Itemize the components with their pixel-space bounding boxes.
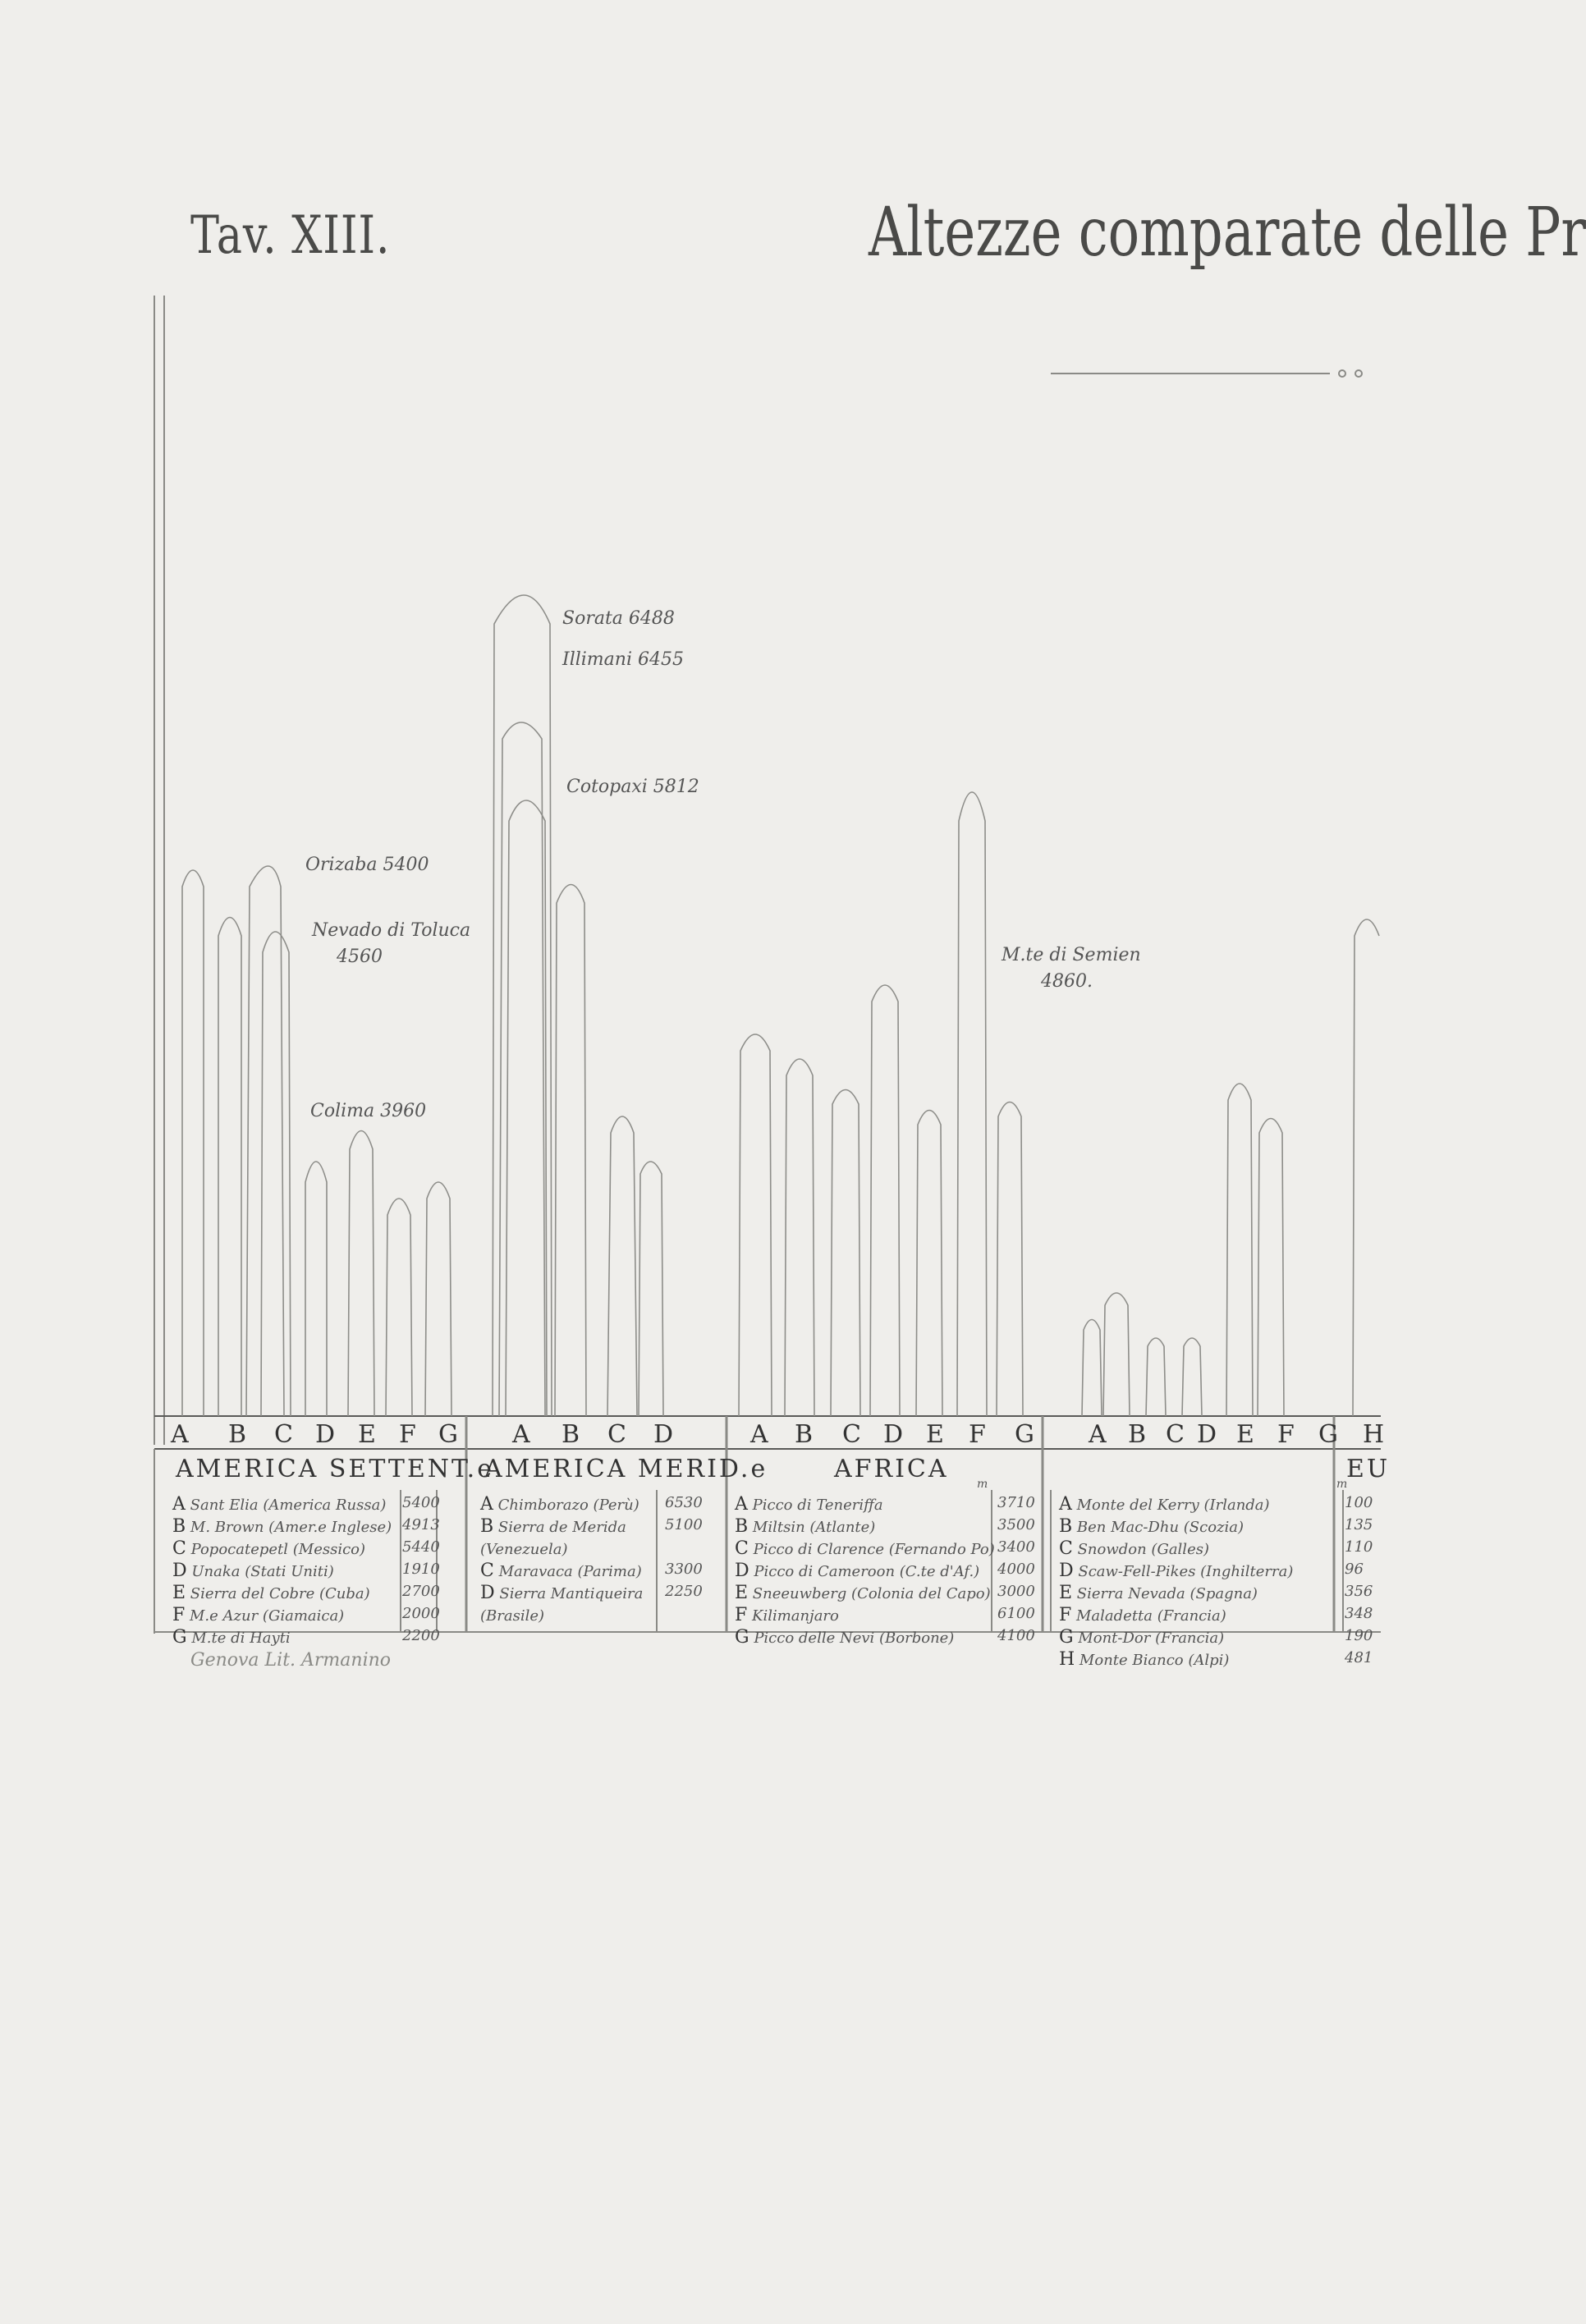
legend-row-key: G	[735, 1627, 749, 1648]
peak-letters	[170, 1420, 1384, 1449]
legend-row-name: Monte del Kerry (Irlanda)	[1076, 1497, 1270, 1514]
legend-row-name: Sneeuwberg (Colonia del Capo)	[752, 1585, 991, 1602]
legend-row-value: 356	[1345, 1583, 1373, 1600]
peak-letter: A	[750, 1420, 768, 1449]
legend-row-name: Picco di Cameroon (C.te d'Af.)	[754, 1563, 980, 1580]
legend-row-name: Picco di Clarence (Fernando Po)	[753, 1541, 995, 1558]
region-heading: AMERICA MERID.e	[484, 1455, 768, 1483]
legend-row-name: M.e Azur (Giamaica)	[190, 1607, 345, 1625]
peak-outline	[997, 1102, 1023, 1417]
peak-letter: C	[842, 1420, 861, 1449]
peak-letter: D	[315, 1420, 336, 1449]
legend-row-name: Scaw-Fell-Pikes (Inghilterra)	[1078, 1563, 1294, 1580]
legend-row-value: 4000	[997, 1561, 1035, 1578]
legend-row-key: A	[1059, 1494, 1072, 1515]
legend-row-name: Sierra Mantiqueira	[499, 1585, 644, 1602]
legend-row-key: B	[480, 1516, 494, 1537]
peak-outline	[785, 1059, 814, 1416]
legend-row-value: 348	[1345, 1605, 1373, 1622]
legend-row-key: H	[1059, 1649, 1075, 1670]
rule-ornament	[1355, 370, 1362, 377]
legend-row-value: 2250	[665, 1583, 703, 1600]
peak-outline	[870, 985, 900, 1416]
peak-letter: C	[1166, 1420, 1185, 1449]
peak-label: M.te di Semien	[1002, 945, 1141, 965]
peak-label: Sorata 6488	[562, 608, 675, 629]
legend-row-name: Kilimanjaro	[752, 1607, 839, 1625]
peak-letter: A	[512, 1420, 530, 1449]
legend-row-key: C	[735, 1538, 749, 1559]
peak-letter: F	[969, 1420, 986, 1449]
legend-row-key: D	[480, 1583, 495, 1603]
region-heading: EU	[1346, 1455, 1391, 1483]
peak-letter: E	[1236, 1420, 1254, 1449]
legend-row-key: F	[172, 1605, 186, 1625]
peak-label: Orizaba 5400	[305, 855, 429, 875]
legend-row	[480, 1605, 544, 1625]
legend-row-name: Maravaca (Parima)	[498, 1563, 642, 1580]
legend-row-key: D	[172, 1561, 187, 1581]
legend-row-name: Mont-Dor (Francia)	[1078, 1630, 1225, 1647]
legend-row-key: B	[1059, 1516, 1073, 1537]
legend-row-key: C	[172, 1538, 186, 1559]
legend-row-value: 190	[1345, 1627, 1373, 1644]
legend-row	[172, 1538, 365, 1559]
legend-row-name: Sierra Nevada (Spagna)	[1076, 1585, 1258, 1602]
peak-outline	[555, 885, 586, 1417]
legend-row-value: 3710	[997, 1494, 1035, 1511]
legend-row-key: F	[735, 1605, 748, 1625]
legend-row-key: E	[172, 1583, 186, 1603]
peak-letter: H	[1363, 1420, 1385, 1449]
legend-row-value: 1910	[402, 1561, 440, 1578]
legend-row-key: B	[172, 1516, 186, 1537]
peak-label: Nevado di Toluca	[312, 920, 471, 941]
legend-row-key: F	[1059, 1605, 1072, 1625]
peak-outline	[246, 866, 284, 1416]
legend-row	[172, 1516, 392, 1537]
peak-outline	[1146, 1338, 1166, 1416]
legend-row-key: G	[1059, 1627, 1074, 1648]
peak-outline	[386, 1199, 412, 1416]
legend-row-key: B	[735, 1516, 749, 1537]
legend-row	[480, 1494, 639, 1515]
peak-label: 4860.	[1041, 971, 1093, 992]
peak-outline	[1353, 919, 1379, 1416]
legend-row-key: C	[480, 1561, 494, 1581]
peak-profiles	[182, 595, 1379, 1416]
legend-row-value: 4100	[997, 1627, 1035, 1644]
legend-row	[735, 1538, 995, 1559]
peak-outline	[957, 792, 987, 1416]
legend-row-value: 96	[1345, 1561, 1364, 1578]
legend-row-key: A	[480, 1494, 493, 1515]
peak-letter: B	[228, 1420, 247, 1449]
legend-row-key: E	[1059, 1583, 1073, 1603]
legend-row	[172, 1605, 344, 1625]
peak-outline	[261, 932, 291, 1416]
legend-row-value: 3300	[665, 1561, 703, 1578]
peak-letter: E	[926, 1420, 944, 1449]
legend-row-value: 481	[1345, 1649, 1373, 1666]
legend-row-value: 3000	[997, 1583, 1035, 1600]
peak-letter: A	[171, 1420, 189, 1449]
legend-row	[735, 1627, 954, 1648]
legend-row-name: (Venezuela)	[480, 1541, 568, 1558]
peak-letter: D	[653, 1420, 674, 1449]
peak-letter: D	[883, 1420, 904, 1449]
legend-row-name: Sierra del Cobre (Cuba)	[190, 1585, 370, 1602]
legend-row-value: 4913	[402, 1516, 440, 1533]
legend-row	[735, 1583, 991, 1603]
peak-outline	[506, 800, 547, 1416]
peak-letter: E	[358, 1420, 376, 1449]
peak-outline	[1182, 1338, 1202, 1416]
peak-letter: G	[438, 1420, 458, 1449]
peak-outline	[739, 1034, 772, 1416]
legend-row	[480, 1538, 568, 1559]
peak-letter: C	[274, 1420, 293, 1449]
legend-row-name: Monte Bianco (Alpi)	[1079, 1652, 1230, 1669]
peak-outline	[1082, 1320, 1102, 1417]
legend-row-value: 2000	[402, 1605, 440, 1622]
legend-row-value: 5440	[402, 1538, 440, 1556]
legend-row	[1059, 1516, 1244, 1537]
legend-row-name: Snowdon (Galles)	[1077, 1541, 1209, 1558]
peak-letter: C	[607, 1420, 626, 1449]
peak-outline	[348, 1131, 374, 1417]
region-heading: AMERICA SETTENT.e	[176, 1455, 494, 1483]
legend-row-name: Unaka (Stati Uniti)	[191, 1563, 334, 1580]
peak-letter: F	[399, 1420, 416, 1449]
legend-row-name: M. Brown (Amer.e Inglese)	[190, 1519, 392, 1536]
legend-row-value: 2700	[402, 1583, 440, 1600]
peak-label: Colima 3960	[310, 1101, 427, 1121]
legend-row	[1059, 1627, 1224, 1648]
legend-row-name: Ben Mac-Dhu (Scozia)	[1076, 1519, 1245, 1536]
peak-letter: F	[1277, 1420, 1295, 1449]
legend-row-name: Sierra de Merida	[497, 1519, 626, 1536]
peak-label: Illimani 6455	[562, 649, 684, 670]
peak-outline	[1258, 1119, 1284, 1417]
legend-row-name: Picco delle Nevi (Borbone)	[754, 1630, 955, 1647]
rule-ornament	[1339, 370, 1345, 377]
peak-outline	[425, 1182, 452, 1416]
legend-row	[1059, 1605, 1226, 1625]
legend-row	[172, 1561, 334, 1581]
peak-letter: B	[1128, 1420, 1147, 1449]
legend-row-value: 3500	[997, 1516, 1035, 1533]
legend-row	[480, 1561, 642, 1581]
peak-label: 4560	[337, 947, 383, 967]
legend-row-name: (Brasile)	[480, 1607, 545, 1625]
legend-row	[480, 1516, 626, 1537]
legend-row-value: 135	[1345, 1516, 1373, 1533]
legend-row	[1059, 1494, 1270, 1515]
legend-row-value: 5400	[402, 1494, 440, 1511]
peak-letter: A	[1089, 1420, 1107, 1449]
region-heading: AFRICA	[834, 1455, 949, 1483]
legend-row	[1059, 1561, 1293, 1581]
plate-number: Tav. XIII.	[190, 205, 391, 266]
legend-row-name: M.te di Hayti	[191, 1630, 291, 1647]
legend-row-value: 5100	[665, 1516, 703, 1533]
legend-row	[172, 1583, 370, 1603]
legend-row	[1059, 1649, 1229, 1670]
legend-row	[1059, 1538, 1209, 1559]
unit-label: m	[1336, 1478, 1348, 1491]
legend-row-value: 2200	[402, 1627, 440, 1644]
legend-row	[735, 1516, 875, 1537]
legend-row-key: E	[735, 1583, 749, 1603]
peak-outline	[607, 1116, 637, 1416]
legend-row-name: Sant Elia (America Russa)	[190, 1497, 387, 1514]
legend-row-key: C	[1059, 1538, 1073, 1559]
legend-row	[172, 1494, 386, 1515]
peak-outline	[639, 1162, 663, 1416]
legend-row-name: Chimborazo (Perù)	[497, 1497, 639, 1514]
legend-row-value: 3400	[997, 1538, 1035, 1556]
peak-outline	[831, 1090, 860, 1417]
legend-row-key: D	[1059, 1561, 1074, 1581]
peak-letter: D	[1197, 1420, 1217, 1449]
legend-row	[480, 1583, 643, 1603]
legend-row-name: Miltsin (Atlante)	[752, 1519, 876, 1536]
peak-outline	[1226, 1084, 1253, 1416]
peak-outline	[182, 870, 204, 1416]
legend-row	[735, 1605, 839, 1625]
peak-letter: B	[795, 1420, 814, 1449]
peak-letter: B	[562, 1420, 580, 1449]
legend-row-value: 6530	[665, 1494, 703, 1511]
legend-row-key: A	[735, 1494, 748, 1515]
peak-label: Cotopaxi 5812	[566, 777, 699, 797]
legend-row-name: Popocatepetl (Messico)	[190, 1541, 366, 1558]
peak-letter: G	[1015, 1420, 1034, 1449]
peak-outline	[305, 1162, 327, 1416]
peak-outline	[218, 918, 241, 1417]
legend-row	[1059, 1583, 1258, 1603]
legend-row-name: Maladetta (Francia)	[1076, 1607, 1226, 1625]
legend-row-value: 110	[1345, 1538, 1373, 1556]
peak-outline	[1103, 1293, 1130, 1416]
legend-row-key: G	[172, 1627, 187, 1648]
unit-label: m	[977, 1478, 988, 1491]
legend-row-key: A	[172, 1494, 186, 1515]
legend-row-value: 100	[1345, 1494, 1373, 1511]
legend-row-name: Picco di Teneriffa	[752, 1497, 883, 1514]
printer-credit: Genova Lit. Armanino	[190, 1650, 392, 1671]
legend-row-value: 6100	[997, 1605, 1035, 1622]
legend-row-key: D	[735, 1561, 749, 1581]
plate-title: Altezze comparate delle Pr	[869, 194, 1586, 272]
legend-row	[735, 1494, 883, 1515]
legend-row	[735, 1561, 979, 1581]
legend-row	[172, 1627, 291, 1648]
peak-letter: G	[1318, 1420, 1338, 1449]
peak-outline	[916, 1111, 942, 1417]
